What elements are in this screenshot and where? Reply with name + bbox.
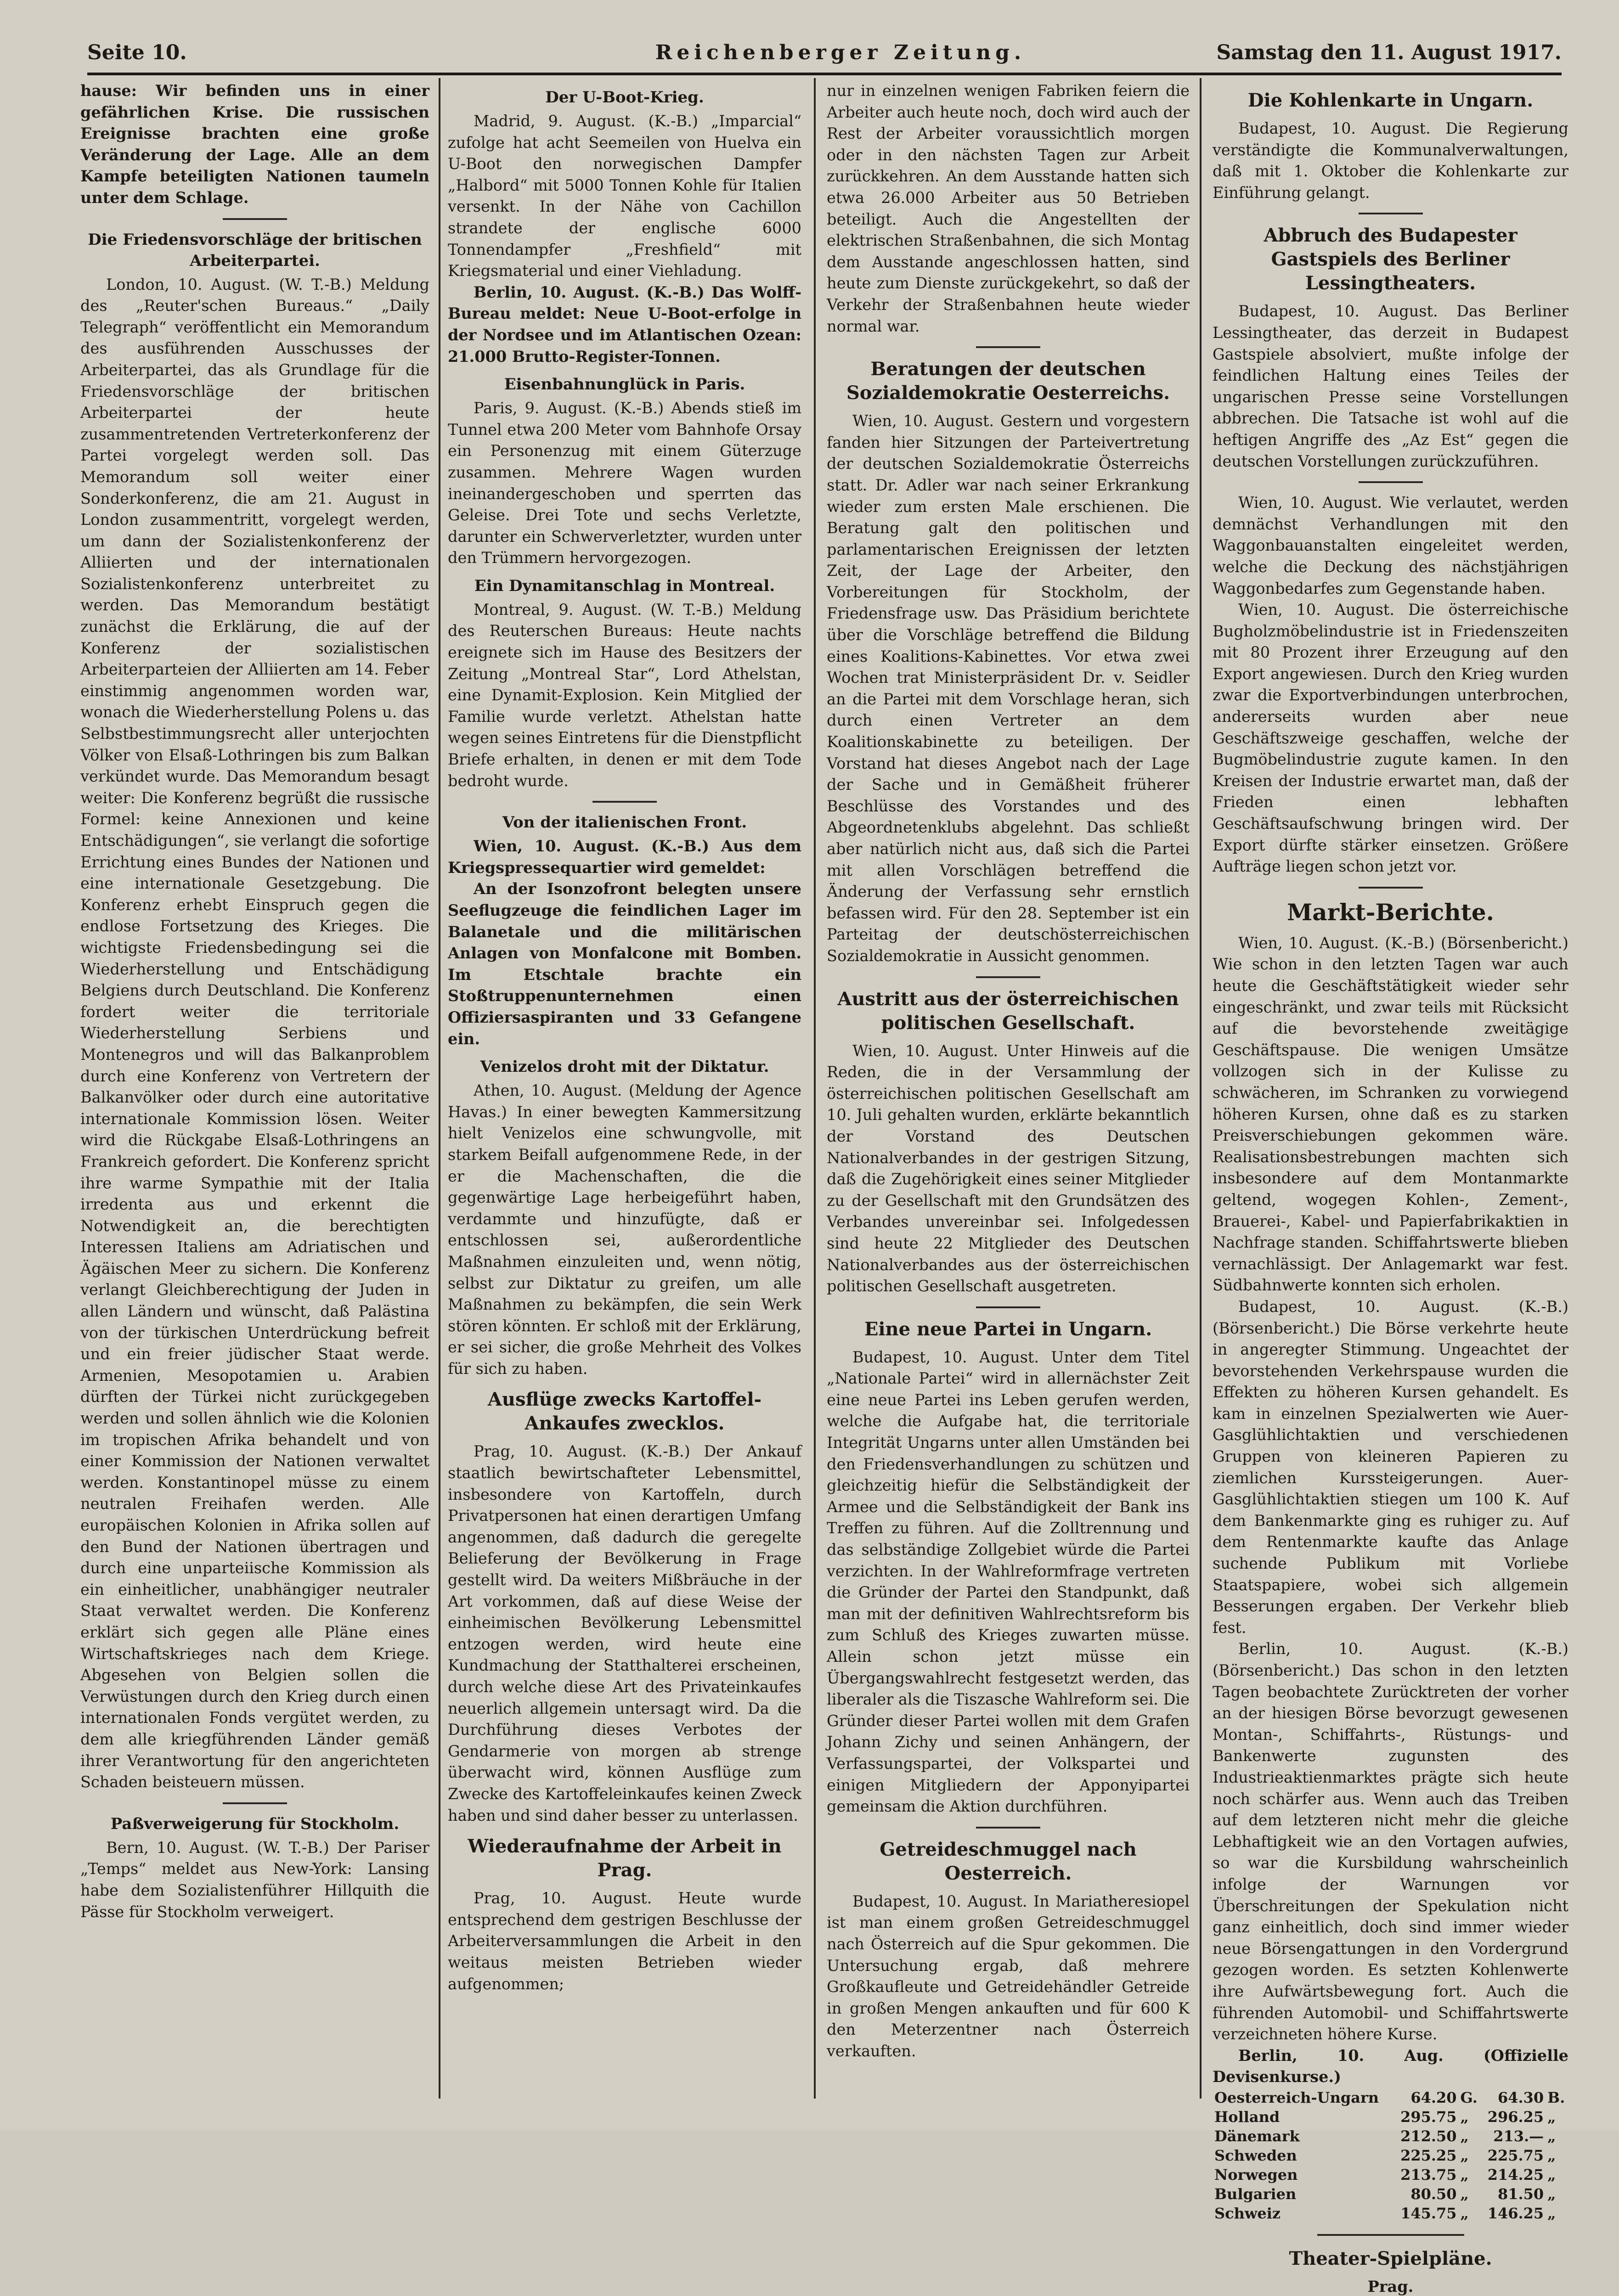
fx-country: Bulgarien <box>1214 2185 1297 2203</box>
article-text: Berlin, 10. August. (K.-B.) Das Wolff-Bureau meldet: Neue U-Boot-erfolge in der Nordsee und im Atlantischen Ozean: 21.000 Brutto-Register-Tonnen. <box>448 283 801 366</box>
section-separator <box>1317 2234 1464 2236</box>
headline-kartoffel: Ausflüge zwecks Kartoffel-Ankaufes zwecklos. <box>487 1389 762 1435</box>
article-separator <box>1359 213 1423 214</box>
column-rule <box>814 78 816 2099</box>
article-separator <box>1359 887 1423 889</box>
fx-geld: 145.75 <box>1400 2204 1457 2222</box>
fx-geld-label: „ <box>1460 2166 1469 2183</box>
article-separator <box>976 976 1040 978</box>
article-text: Wien, 10. August. Die österreichische Bugholzmöbelindustrie ist in Friedenszeiten mit 80 Prozent ihrer Erzeugung auf den Export angewiesen. Durch den Krieg wurden zwar die Exportverbindungen unterbrochen, andererseits wurden aber neue Geschäftszweige geschaffen, welche der Bugmöbelindustrie zugute kamen. In den Kreisen der Industrie erwartet man, daß der Frieden einen lebhaften Geschäftsaufschwung bringen wird. Der Export dürfte stärker einsetzen. Größere Aufträge liegen schon jetzt vor. <box>1213 601 1568 876</box>
fx-brief-label: „ <box>1547 2185 1556 2203</box>
fx-country: Norwegen <box>1214 2166 1298 2183</box>
column-1 <box>80 80 429 2096</box>
table-row <box>1213 2184 1568 2204</box>
column-3 <box>827 80 1190 2096</box>
column-4 <box>1213 80 1568 2296</box>
table-row <box>1213 2146 1568 2165</box>
article-text: Athen, 10. August. (Meldung der Agence Havas.) In einer bewegten Kammersitzung hielt Venizelos eine schwungvolle, mit starkem Beifall aufgenommene Rede, in der er die Machenschaften, die die gegenwärtige Lage herbeigeführt haben, verdammte und hinzufügte, daß er entschlossen sei, außerordentliche Maßnahmen einzuleiten und, wenn nötig, selbst zur Diktatur zu greifen, um alle Maßnahmen zu bekämpfen, die sein Werk stören könnten. Er schloß mit der Erklärung, er sei sicher, die große Mehrheit des Volkes für sich zu haben. <box>448 1081 801 1378</box>
article-text: Wien, 10. August. Gestern und vorgestern fanden hier Sitzungen der Parteivertretung der deutschen Sozialdemokratie Österreichs statt. Dr. Adler war nach seiner Erkrankung wieder zum ersten Male erschienen. Die Beratung galt den politischen und parlamentarischen Ereignissen der letzten Zeit, der Lage der Arbeiter, den Vorbereitungen für Stockholm, der Friedensfrage usw. Das Präsidium berichtete über die Vorschläge betreffend die Bildung eines Koalitions-Kabinettes. Vor etwa zwei Wochen trat Ministerpräsident Dr. v. Seidler an die Partei mit dem Vorschlage heran, sich durch einen Vertreter an dem Koalitionskabinette zu beteiligen. Der Vorstand hat dieses Angebot nach der Lage der Sache und in Gemäßheit früherer Beschlüsse des Vorstandes und des Abgeordnetenklubs abgelehnt. Das schließt aber natürlich nicht aus, daß sich die Partei mit allen Vorschlägen betreffend die Änderung der Verfassung sehr ernstlich befassen wird. Für den 28. September ist ein Parteitag der deutschösterreichischen Sozialdemokratie in Aussicht genommen. <box>827 412 1190 965</box>
table-row <box>1213 2165 1568 2184</box>
headline-austritt: Austritt aus der österreichischen politischen Gesellschaft. <box>837 988 1179 1034</box>
article-separator <box>976 1306 1040 1308</box>
article-intro: hause: Wir befinden uns in einer gefährlichen Krise. Die russischen Ereignisse brachten eine große Veränderung der Lage. Alle an dem Kampfe beteiligten Nationen taumeln unter dem Schlage. <box>80 82 429 207</box>
article-separator <box>223 1802 287 1804</box>
headline-kohlenkarte: Die Kohlenkarte in Ungarn. <box>1247 90 1534 111</box>
headline-marktberichte: Markt-Berichte. <box>1286 898 1495 926</box>
column-rule <box>439 78 440 2099</box>
article-text: Budapest, 10. August. (K.-B.) (Börsenbericht.) Die Börse verkehrte heute in angeregter Stimmung. Ungeachtet der bevorstehenden Verkehrspause wurden die Effekten zu höheren Kursen gehandelt. Es kam in einzelnen Spezialwerten wie Auer-Gasglühlichtaktien und verschiedenen Gruppen von kleineren Papieren zu ziemlichen Kurssteigerungen. Auer-Gasglühlichtaktien stiegen um 100 K. Auf dem Bankenmarkte ging es ruhiger zu. Auf dem Rentenmarkte kaufte das Anlage suchende Publikum mit Vorliebe Staatspapiere, wobei sich allgemein Besserungen ergaben. Der Verkehr blieb fest. <box>1213 1297 1568 1637</box>
article-text: Budapest, 10. August. Die Regierung verständigte die Kommunalverwaltungen, daß mit 1. Oktober die Kohlenkarte zur Einführung gelangt. <box>1213 119 1568 202</box>
article-text: Prag, 10. August. Heute wurde entsprechend dem gestrigen Beschlusse der Arbeiterversammlungen die Arbeit in den weitaus meisten Betrieben wieder aufgenommen; <box>448 1889 801 1993</box>
masthead-rule <box>87 73 1562 75</box>
fx-brief: 296.25 <box>1487 2108 1544 2126</box>
article-text: Budapest, 10. August. Das Berliner Lessingtheater, das derzeit in Budapest Gastspiele absolviert, mußte infolge der feindlichen Haltung eines Teiles der ungarischen Presse seine Vorstellungen abbrechen. Die Tatsache ist wohl auf die heftigen Angriffe des „Az Est“ gegen die deutschen Vorstellungen zurückzuführen. <box>1213 302 1568 470</box>
fx-brief: 214.25 <box>1487 2166 1544 2183</box>
headline-dynamitanschlag: Ein Dynamitanschlag in Montreal. <box>474 576 775 595</box>
table-row <box>1213 2107 1568 2127</box>
article-text: Prag, 10. August. (K.-B.) Der Ankauf staatlich bewirtschafteter Lebensmittel, insbesondere von Kartoffeln, durch Privatpersonen hat einen derartigen Umfang angenommen, daß dadurch die geregelte Belieferung der Bevölkerung in Frage gestellt wird. Da weiters Mißbräuche in der Art vorkommen, daß auf diese Weise der einheimischen Bevölkerung Lebensmittel entzogen werden, wird heute eine Kundmachung der Statthalterei erscheinen, durch welche diese Art des Privateinkaufes neuerlich allgemein untersagt wird. Da die Durchführung dieses Verbotes der Gendarmerie von morgen ab strenge überwacht wird, können Ausflüge zum Zwecke des Kartoffeleinkaufes keinen Zweck haben und sind daher besser zu unterlassen. <box>448 1442 801 1824</box>
headline-u-boot-krieg: Der U-Boot-Krieg. <box>545 88 704 107</box>
article-text: Paris, 9. August. (K.-B.) Abends stieß im Tunnel etwa 200 Meter vom Bahnhofe Orsay ein Personenzug mit einem Güterzuge zusammen. Mehrere Wagen wurden ineinandergeschoben und sperrten das Geleise. Drei Tote und sechs Verletzte, darunter ein Schwerverletzter, wurden unter den Trümmern hervorgezogen. <box>448 399 801 567</box>
table-row <box>1213 2127 1568 2146</box>
fx-geld-label: G. <box>1460 2088 1478 2106</box>
headline-neue-partei: Eine neue Partei in Ungarn. <box>864 1318 1152 1340</box>
fx-table <box>1213 2088 1568 2223</box>
fx-country: Schweden <box>1214 2146 1297 2164</box>
fx-geld-label: „ <box>1460 2185 1469 2203</box>
article-text: Budapest, 10. August. Unter dem Titel „Nationale Partei“ wird in allernächster Zeit eine neue Partei ins Leben gerufen werden, welche die Aufgabe hat, die territoriale Integrität Ungarns unter allen Umständen bei den Friedensverhandlungen zu schützen und gleichzeitig hiefür die Selbständigkeit der Armee und die Selbständigkeit der Bank ins Treffen zu führen. Auf die Zolltrennung und das selbständige Zollgebiet würde die Partei verzichten. In der Wahlreformfrage vertreten die Gründer der Partei den Standpunkt, daß man mit der definitiven Wahlrechtsreform bis zum Schluß des Krieges zuwarten müsse. Allein schon jetzt müsse ein Übergangswahlrecht festgesetzt werden, das liberaler als die Tiszasche Wahlreform sei. Die Gründer dieser Partei wollen mit dem Grafen Johann Zichy und seinen Anhängern, der Verfassungspartei, der Volkspartei und einigen Mitgliedern der Apponyipartei gemeinsam die Aktion durchführen. <box>827 1348 1190 1816</box>
theater-city: Prag. <box>1367 2277 1414 2296</box>
paper-name: Reichenberger Zeitung. <box>655 41 1026 64</box>
table-row <box>1213 2204 1568 2223</box>
fx-title: Berlin, 10. Aug. (Offizielle Devisenkurse.) <box>1213 2046 1568 2086</box>
article-separator <box>1359 481 1423 483</box>
fx-brief: 146.25 <box>1487 2204 1544 2222</box>
headline-eisenbahnunglueck: Eisenbahnunglück in Paris. <box>504 375 745 394</box>
article-text: Madrid, 9. August. (K.-B.) „Imparcial“ zufolge hat acht Seemeilen von Huelva ein U-Boot den norwegischen Dampfer „Halbord“ mit 5000 Tonnen Kohle für Italien versenkt. In der Nähe von Cachillon strandete der englische 6000 Tonnendampfer „Freshfield“ mit Kriegsmaterial und einer Viehladung. <box>448 112 801 280</box>
fx-brief: 64.30 <box>1497 2088 1544 2106</box>
fx-geld-label: „ <box>1460 2204 1469 2222</box>
fx-brief: 213.— <box>1493 2127 1544 2145</box>
headline-arbeit-prag: Wiederaufnahme der Arbeit in Prag. <box>468 1835 782 1881</box>
article-text: Wien, 10. August. (K.-B.) (Börsenbericht.) Wie schon in den letzten Tagen war auch heute die Geschäftstätigkeit wieder sehr eingeschränkt, und zwar teils mit Rücksicht auf die bevorstehende zweitägige Geschäftspause. Die wenigen Umsätze vollzogen sich in der Kulisse zu schwächeren, im Schranken zu vorwiegend höheren Kursen, ohne daß es zu starken Preisverschiebungen gekommen wäre. Realisationsbestrebungen machten sich insbesondere auf dem Montanmarkte geltend, wogegen Kohlen-, Zement-, Brauerei-, Kabel- und Papierfabrikaktien in Nachfrage standen. Schiffahrtswerte blieben vernachlässigt. Der Anlagemarkt war fest. Südbahnwerte konnten sich erholen. <box>1213 934 1568 1294</box>
masthead <box>87 37 1562 69</box>
fx-brief: 225.75 <box>1487 2146 1544 2164</box>
article-text: Wien, 10. August. Unter Hinweis auf die Reden, die in der Versammlung der österreichischen politischen Gesellschaft am 10. Juli gehalten wurden, erklärte bekanntlich der Vorstand des Deutschen Nationalverbandes in der gestrigen Sitzung, daß die Zugehörigkeit eines seiner Mitglieder zu der Gesellschaft mit den Grundsätzen des Verbandes unvereinbar sei. Infolgedessen sind heute 22 Mitglieder des Deutschen Nationalverbandes aus der österreichischen politischen Gesellschaft ausgetreten. <box>827 1041 1190 1295</box>
fx-brief-label: „ <box>1547 2166 1556 2183</box>
fx-geld-label: „ <box>1460 2146 1469 2164</box>
fx-geld: 295.75 <box>1400 2108 1457 2126</box>
headline-lessingtheater: Abbruch des Budapester Gastspiels des Berliner Lessingtheaters. <box>1264 225 1517 294</box>
article-separator <box>976 346 1040 348</box>
table-row <box>1213 2088 1568 2107</box>
fx-brief-label: „ <box>1547 2146 1556 2164</box>
fx-geld-label: „ <box>1460 2108 1469 2126</box>
article-text: Montreal, 9. August. (W. T.-B.) Meldung des Reuterschen Bureaus: Heute nachts ereignete sich im Hause des Besitzers der Zeitung „Montreal Star“, Lord Athelstan, eine Dynamit-Explosion. Kein Mitglied der Familie wurde verletzt. Athelstan hatte wegen seines Eintretens für die Dienstpflicht Briefe erhalten, in denen er mit dem Tode bedroht wurde. <box>448 600 801 790</box>
fx-country: Dänemark <box>1214 2127 1300 2145</box>
article-text: Wien, 10. August. (K.-B.) Aus dem Kriegspressequartier wird gemeldet: <box>448 837 801 877</box>
article-text: Budapest, 10. August. In Mariatheresiopel ist man einem großen Getreideschmuggel nach Österreich auf die Spur gekommen. Die Untersuchung ergab, daß mehrere Großkaufleute und Getreidehändler Getreide in großen Mengen ankauften und für 600 K den Meterzentner nach Österreich verkauften. <box>827 1892 1190 2060</box>
fx-geld: 80.50 <box>1410 2185 1457 2203</box>
fx-brief-label: B. <box>1547 2088 1565 2106</box>
column-rule <box>1200 78 1202 2099</box>
headline-sozialdemokratie: Beratungen der deutschen Sozialdemokratie Oesterreichs. <box>846 358 1170 404</box>
article-text: London, 10. August. (W. T.-B.) Meldung des „Reuter'schen Bureaus.“ „Daily Telegraph“ veröffentlicht ein Memorandum des ausführenden Ausschusses der Arbeiterpartei, das als Grundlage für die Friedensvorschläge der britischen Arbeiterpartei der heute zusammentretenden Vertreterkonferenz der Partei vorgelegt werden soll. Das Memorandum soll weiter einer Sonderkonferenz, die am 21. August in London zusammentritt, vorgelegt werden, um dann der Sozialistenkonferenz der Alliierten und der internationalen Sozialistenkonferenz unterbreitet zu werden. Das Memorandum bestätigt zunächst die Erklärung, die auf der Konferenz der sozialistischen Arbeiterparteien der Alliierten am 14. Feber einstimmig angenommen worden war, wonach die Wiederherstellung Polens u. das Selbstbestimmungsrecht aller unterjochten Völker von Elsaß-Lothringen bis zum Balkan verkündet wurde. Das Memorandum besagt weiter: Die Konferenz begrüßt die russische Formel: keine Annexionen und keine Entschädigungen“, sie verlangt die sofortige Errichtung eines Bundes der Nationen und eine internationale Gesetzgebung. Die Konferenz erhebt Einspruch gegen die endlose Fortsetzung des Krieges. Die wichtigste Friedensbedingung sei die Wiederherstellung und Entschädigung Belgiens durch Deutschland. Die Konferenz fordert weiter die territoriale Wiederherstellung Serbiens und Montenegros und will das Balkanproblem durch eine Konferenz von Vertretern der Balkanvölker oder durch eine autoritative internationale Kommission lösen. Weiter wird die Rückgabe Elsaß-Lothringens an Frankreich gefordert. Die Konferenz spricht ihre warme Sympathie mit der Italia irredenta aus und erkennt die Notwendigkeit an, die berechtigten Interessen Italiens am Adriatischen und Ägäischen Meer zu sichern. Die Konferenz verlangt Gleichberechtigung der Juden in allen Ländern und wünscht, daß Palästina von der türkischen Unterdrückung befreit und ein freier jüdischer Staat werde. Armenien, Mesopotamien u. Arabien dürften der Türkei nicht zurückgegeben werden und sollen ähnlich wie die Kolonien im tropischen Afrika behandelt und von einer Kommission der Nationen verwaltet werden. Konstantinopel müsse zu einem neutralen Freihafen werden. Alle europäischen Kolonien in Afrika sollen auf den Bund der Nationen übertragen und durch eine unparteiische Kommission als ein einheitlicher, unabhängiger neutraler Staat verwaltet werden. Die Konferenz erklärt sich gegen alle Pläne eines Wirtschaftskrieges nach dem Kriege. Abgesehen von Belgien sollen die Verwüstungen durch den Krieg durch einen internationalen Fonds vergütet werden, zu dem alle kriegführenden Länder gemäß ihrer Verantwortung für den angerichteten Schaden beisteuern müssen. <box>80 275 429 1791</box>
fx-brief-label: „ <box>1547 2127 1556 2145</box>
headline-venizelos: Venizelos droht mit der Diktatur. <box>480 1058 769 1076</box>
page-number: Seite 10. <box>87 41 187 64</box>
issue-date: Samstag den 11. August 1917. <box>1216 41 1562 64</box>
headline-getreideschmuggel: Getreideschmuggel nach Oesterreich. <box>880 1838 1137 1884</box>
article-text: Wien, 10. August. Wie verlautet, werden demnächst Verhandlungen mit den Waggonbauanstalten eingeleitet werden, welche die Deckung des nächstjährigen Waggonbedarfes zum Gegenstande haben. <box>1213 494 1568 597</box>
article-text: Bern, 10. August. (W. T.-B.) Der Pariser „Temps“ meldet aus New-York: Lansing habe dem Sozialistenführer Hillquith die Pässe für Stockholm verweigert. <box>80 1838 429 1921</box>
article-text: Berlin, 10. August. (K.-B.) (Börsenbericht.) Das schon in den letzten Tagen beobachtete Zurücktreten der vorher an der hiesigen Börse bevorzugt gewesenen Montan-, Schiffahrts-, Rüstungs- und Bankenwerte zugunsten des Industrieaktienmarktes prägte sich heute noch schärfer aus. Wenn auch das Treiben auf dem letzteren nicht mehr die gleiche Lebhaftigkeit wie an den Vortagen aufwies, so war die Kursbildung wahrscheinlich infolge der Warnungen vor Überschreitungen der Spekulation nicht ganz einheitlich, doch sind immer wieder neue Börsengattungen in den Vordergrund gezogen worden. Es setzten Kohlenwerte ihre Aufwärtsbewegung fort. Auch die führenden Automobil- und Schiffahrtswerte verzeichneten höhere Kurse. <box>1213 1640 1568 2043</box>
fx-geld: 212.50 <box>1400 2127 1457 2145</box>
headline-friedensvorschlaege: Die Friedensvorschläge der britischen Arbeiterpartei. <box>88 230 422 270</box>
fx-geld: 64.20 <box>1410 2088 1457 2106</box>
fx-geld: 213.75 <box>1400 2166 1457 2183</box>
fx-geld-label: „ <box>1460 2127 1469 2145</box>
article-separator <box>592 801 657 803</box>
fx-geld: 225.25 <box>1400 2146 1457 2164</box>
article-text: nur in einzelnen wenigen Fabriken feiern die Arbeiter auch heute noch, doch wird auch der Rest der Arbeiter voraussichtlich morgen oder in den nächsten Tagen zur Arbeit zurückkehren. An dem Ausstande hatten sich etwa 26.000 Arbeiter aus 50 Betrieben beteiligt. Auch die Angestellten der elektrischen Straßenbahnen, die sich Montag dem Ausstande angeschlossen hatten, sind heute zum Dienste zurückgekehrt, so daß der Verkehr der Straßenbahnen heute wieder normal war. <box>827 82 1190 335</box>
article-separator <box>223 218 287 220</box>
article-text: An der Isonzofront belegten unsere Seeflugzeuge die feindlichen Lager im Balanetale und die militärischen Anlagen von Monfalcone mit Bomben. Im Etschtale brachte ein Stoßtruppenunternehmen einen Offiziersaspiranten und 33 Gefangene ein. <box>448 880 801 1048</box>
fx-brief-label: „ <box>1547 2204 1556 2222</box>
fx-country: Oesterreich-Ungarn <box>1214 2088 1379 2106</box>
fx-country: Schweiz <box>1214 2204 1281 2222</box>
column-2 <box>448 80 801 2096</box>
fx-brief: 81.50 <box>1497 2185 1544 2203</box>
article-separator <box>976 1827 1040 1829</box>
fx-country: Holland <box>1214 2108 1280 2126</box>
headline-passverweigerung: Paßverweigerung für Stockholm. <box>110 1814 400 1833</box>
headline-theater: Theater-Spielpläne. <box>1289 2247 1492 2269</box>
fx-brief-label: „ <box>1547 2108 1556 2126</box>
headline-italienische-front: Von der italienischen Front. <box>502 813 747 832</box>
